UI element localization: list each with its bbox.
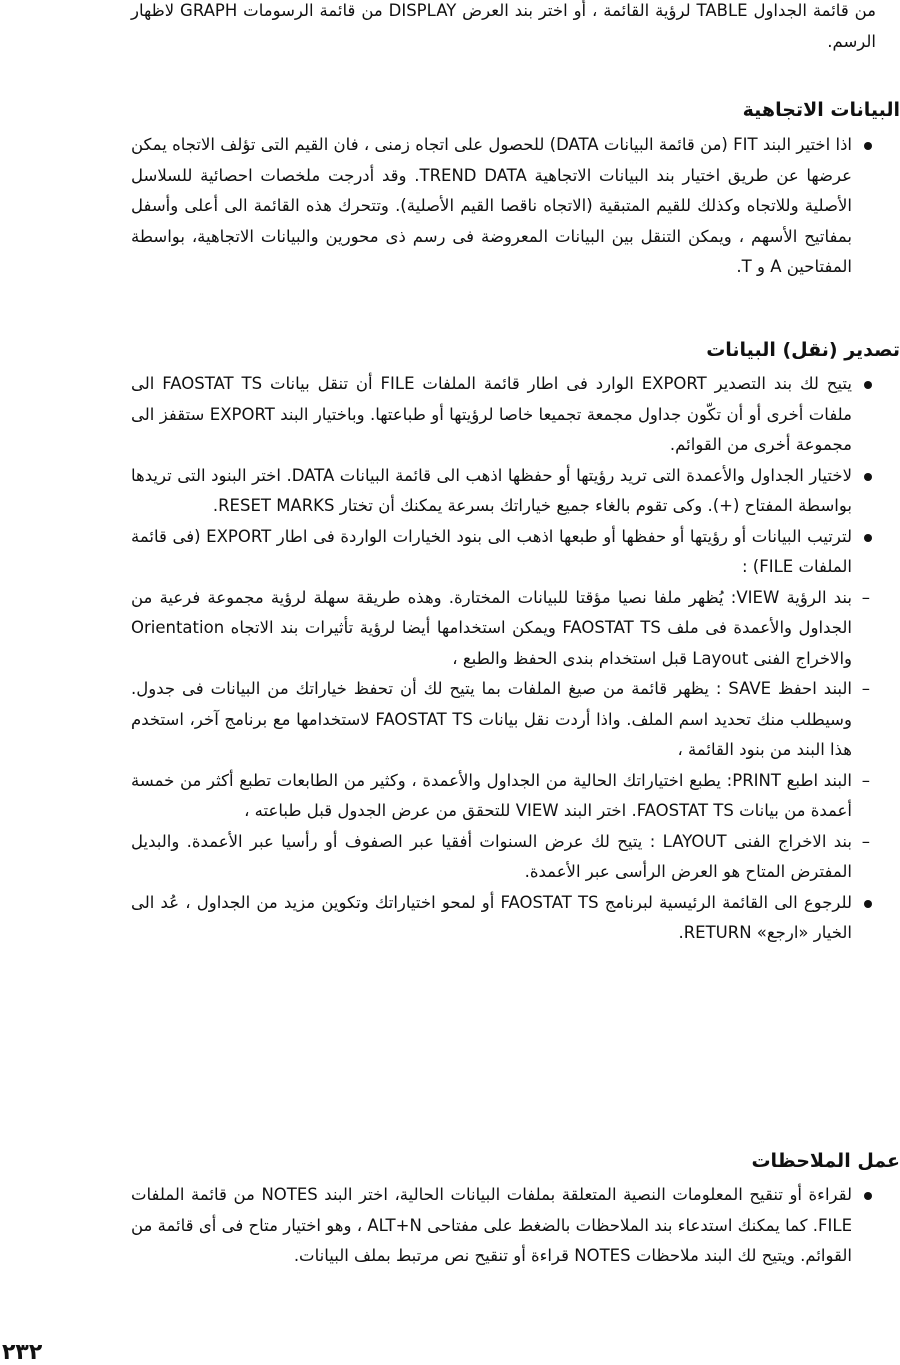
bullet-item: لترتيب البيانات أو رؤيتها أو حفظها أو طبعها اذهب الى بنود الخيارات الواردة فى اطار EXPORT (فى قائمة الملفات FILE) : — [131, 522, 876, 583]
page-number: ٢٣٢ — [2, 1340, 43, 1365]
bullet-item: للرجوع الى القائمة الرئيسية لبرنامج FAOSTAT TS أو لمحو اختياراتك وتكوين مزيد من الجداول ، عُد الى الخيار «ارجع» RETURN. — [131, 888, 876, 949]
intro-paragraph: من قائمة الجداول TABLE لرؤية القائمة ، أو اختر بند العرض DISPLAY من قائمة الرسومات GRAPH لاظهار الرسم. — [131, 1, 877, 51]
bullet-item: لاختيار الجداول والأعمدة التى تريد رؤيتها أو حفظها اذهب الى قائمة البيانات DATA. اختر البنود التى تريدها بواسطة المفتاح (+). وكى تقوم بالغاء جميع خياراتك بسرعة يمكنك أن تختار RESET MARKS. — [131, 461, 876, 522]
dash-item-layout: – بند الاخراج الفنى LAYOUT : يتيح لك عرض السنوات أفقيا عبر الصفوف أو رأسيا عبر الأعمدة. والبديل المفترض المتاح هو العرض الرأسى عبر الأعمدة. — [131, 827, 876, 888]
section-heading-notes: عمل الملاحظات — [751, 1150, 900, 1172]
section-heading-trend-data: البيانات الاتجاهية — [742, 99, 900, 121]
dash-item-view: – بند الرؤية VIEW: يُظهر ملفا نصيا مؤقتا للبيانات المختارة. وهذه طريقة سهلة لرؤية مجموعة فرعية من الجداول والأعمدة فى ملف FAOSTAT TS ويمكن استخدامها أيضا لرؤية تأثيرات بند الاتجاه Orientation والاخراج الفنى Layout قبل استخدام بندى الحفظ والطبع ، — [131, 583, 876, 675]
section-notes-body — [131, 1180, 876, 1272]
section-export-body — [131, 369, 876, 949]
dash-item-print: – البند اطبع PRINT: يطبع اختياراتك الحالية من الجداول والأعمدة ، وكثير من الطابعات تطبع أكثر من خمسة أعمدة من بيانات FAOSTAT TS. اختر البند VIEW للتحقق من عرض الجدول قبل طباعته ، — [131, 766, 876, 827]
dash-item-save: – البند احفظ SAVE : يظهر قائمة من صيغ الملفات بما يتيح لك أن تحفظ خياراتك من البيانات فى جدول. وسيطلب منك تحديد اسم الملف. واذا أردت نقل بيانات FAOSTAT TS لاستخدامها مع برنامج آخر، استخدم هذا البند من بنود القائمة ، — [131, 674, 876, 766]
bullet-item: لقراءة أو تنقيح المعلومات النصية المتعلقة بملفات البيانات الحالية، اختر البند NOTES من قائمة الملفات FILE. كما يمكنك استدعاء بند الملاحظات بالضغط على مفتاحى ALT+N ، وهو اختيار متاح فى أى قائمة من القوائم. ويتيح لك البند ملاحظات NOTES قراءة أو تنقيح نص مرتبط بملف البيانات. — [131, 1180, 876, 1272]
bullet-item: اذا اختير البند FIT (من قائمة البيانات DATA) للحصول على اتجاه زمنى ، فان القيم التى تؤلف الاتجاه يمكن عرضها عن طريق اختيار بند البيانات الاتجاهية TREND DATA. وقد أدرجت ملخصات احصائية للسلاسل الأصلية وللاتجاه وكذلك للقيم المتبقية (الاتجاه ناقصا القيم الأصلية). وتتحرك هذه القائمة الى أعلى وأسفل بمفاتيح الأسهم ، ويمكن التنقل بين البيانات المعروضة فى رسم ذى محورين والبيانات الاتجاهية، بواسطة المفتاحين A و T. — [131, 130, 876, 283]
section-heading-export: تصدير (نقل) البيانات — [706, 339, 900, 361]
section-trend-data-body — [131, 130, 876, 283]
bullet-item: يتيح لك بند التصدير EXPORT الوارد فى اطار قائمة الملفات FILE أن تنقل بيانات FAOSTAT TS الى ملفات أخرى أو أن تكّون جداول مجمعة تجميعا خاصا لرؤيتها أو طباعتها. وباختيار البند EXPORT ستقفز الى مجموعة أخرى من القوائم. — [131, 369, 876, 461]
